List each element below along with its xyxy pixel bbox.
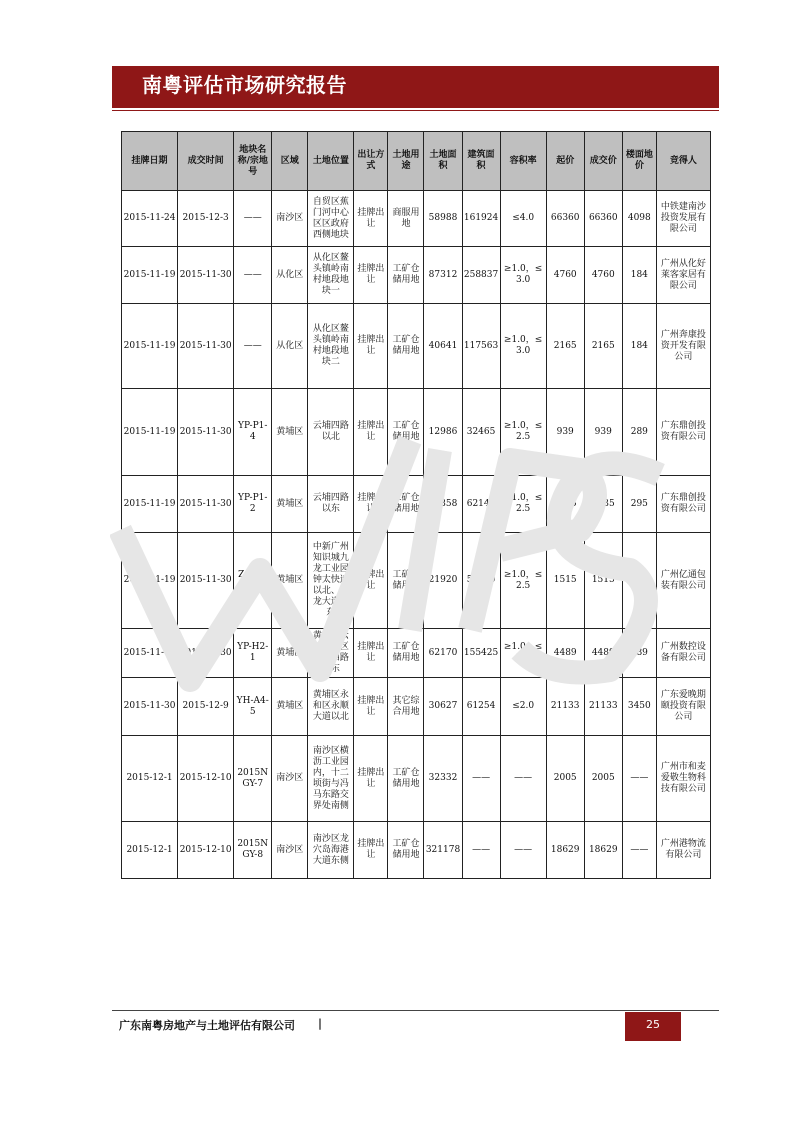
table-cell: 2015-11-30 (178, 247, 234, 304)
table-cell: 广州数控设备有限公司 (656, 629, 710, 678)
table-cell: 289 (622, 629, 656, 678)
table-cell: 30627 (424, 678, 462, 736)
table-cell: 1515 (546, 533, 584, 629)
table-row (122, 389, 711, 476)
table-cell: 4489 (584, 629, 622, 678)
table-cell: 2015-12-1 (122, 736, 178, 822)
table-cell: 21133 (546, 678, 584, 736)
table-cell: 广州奔康投资开发有限公司 (656, 304, 710, 389)
table-cell: 挂牌出让 (354, 678, 388, 736)
table-cell: 中新广州知识城九龙工业园钟太快速以北、九龙大道以东 (308, 533, 354, 629)
table-cell: 117563 (462, 304, 500, 389)
table-cell: 58988 (424, 191, 462, 247)
table-cell: 从化区 (272, 304, 308, 389)
table-cell: 广东爱晚期颐投资有限公司 (656, 678, 710, 736)
table-cell: 广州亿通包装有限公司 (656, 533, 710, 629)
table-cell: 2015-12-10 (178, 736, 234, 822)
table-cell: 1835 (584, 476, 622, 533)
table-cell: —— (234, 191, 272, 247)
table-cell: 挂牌出让 (354, 476, 388, 533)
table-cell: 南沙区 (272, 736, 308, 822)
table-cell: 258837 (462, 247, 500, 304)
table-cell: 2015-12-10 (178, 822, 234, 879)
table-cell: 南沙区 (272, 191, 308, 247)
table-cell: 87312 (424, 247, 462, 304)
table-cell: 2015-12-9 (178, 678, 234, 736)
table-cell: 1515 (584, 533, 622, 629)
table-cell: 工矿仓储用地 (388, 736, 424, 822)
land-transaction-table (121, 131, 711, 879)
footer-company: 广东南粤房地产与土地评估有限公司 (119, 1019, 295, 1032)
table-cell: 2015-12-1 (122, 822, 178, 879)
table-cell: 2015-11-19 (122, 476, 178, 533)
table-cell: 184 (622, 304, 656, 389)
table-cell: 2165 (546, 304, 584, 389)
column-header: 起价 (546, 132, 584, 191)
table-cell: 黄埔区 (272, 476, 308, 533)
table-cell: ≤2.0 (500, 678, 546, 736)
table-cell: 挂牌出让 (354, 191, 388, 247)
table-row (122, 736, 711, 822)
table-cell: —— (500, 822, 546, 879)
table-cell: 挂牌出让 (354, 533, 388, 629)
table-cell: 32332 (424, 736, 462, 822)
table-cell: 2015-11-30 (122, 678, 178, 736)
column-header: 成交时间 (178, 132, 234, 191)
table-cell: 184 (622, 247, 656, 304)
table-cell: 广州港物流有限公司 (656, 822, 710, 879)
table-cell: 2015-11-19 (122, 389, 178, 476)
table-cell: 广州市和麦爱敬生物科技有限公司 (656, 736, 710, 822)
table-cell: 黄埔区 (272, 629, 308, 678)
table-cell: 4098 (622, 191, 656, 247)
table-cell: 2015-11-30 (178, 304, 234, 389)
table-cell: 24858 (424, 476, 462, 533)
footer-rule (112, 1010, 719, 1011)
table-cell: 289 (622, 389, 656, 476)
table-cell: 2015-11-19 (122, 533, 178, 629)
table-cell: —— (234, 304, 272, 389)
table-cell: 21133 (584, 678, 622, 736)
table-cell: 工矿仓储用地 (388, 389, 424, 476)
table-cell: ≥1.0，≤2.5 (500, 389, 546, 476)
table-cell: 自贸区蕉门河中心区区政府西侧地块 (308, 191, 354, 247)
table-cell: 321178 (424, 822, 462, 879)
table-row (122, 304, 711, 389)
table-cell: 62145 (462, 476, 500, 533)
table-row (122, 822, 711, 879)
table-cell: 62170 (424, 629, 462, 678)
table-header-row (122, 132, 711, 191)
column-header: 出让方式 (354, 132, 388, 191)
table-cell: 工矿仓储用地 (388, 533, 424, 629)
table-cell: —— (462, 736, 500, 822)
table-cell: ≥1.0，≤2.5 (500, 533, 546, 629)
table-cell: 其它综合用地 (388, 678, 424, 736)
table-cell: —— (500, 736, 546, 822)
table-cell: 2015NGY-7 (234, 736, 272, 822)
table-cell: YP-H2-1 (234, 629, 272, 678)
column-header: 区域 (272, 132, 308, 191)
table-cell: 黄埔区永和区永顺大道以北 (308, 678, 354, 736)
table-cell: 商服用地 (388, 191, 424, 247)
table-cell: ≥1.0，≤3.0 (500, 247, 546, 304)
table-cell: ZSCB-A4-1 (234, 533, 272, 629)
table-cell: 2165 (584, 304, 622, 389)
table-cell: 工矿仓储用地 (388, 476, 424, 533)
table-cell: 工矿仓储用地 (388, 822, 424, 879)
table-cell: 1835 (546, 476, 584, 533)
table-cell: 66360 (546, 191, 584, 247)
table-cell: 广州从化好莱客家居有限公司 (656, 247, 710, 304)
table-cell: 2015-11-30 (178, 629, 234, 678)
table-cell: 从化区鳌头镇岭南村地段地块一 (308, 247, 354, 304)
table-cell: 2015NGY-8 (234, 822, 272, 879)
table-cell: 南沙区 (272, 822, 308, 879)
table-cell: 工矿仓储用地 (388, 247, 424, 304)
table-cell: 黄埔区 (272, 678, 308, 736)
table-row (122, 191, 711, 247)
table-cell: 2005 (546, 736, 584, 822)
table-cell: 18629 (546, 822, 584, 879)
table-cell: 广东鼎创投资有限公司 (656, 389, 710, 476)
table-cell: 939 (584, 389, 622, 476)
table-cell: 939 (546, 389, 584, 476)
table-cell: 2015-11-30 (178, 533, 234, 629)
table-cell: 挂牌出让 (354, 389, 388, 476)
table-cell: 276 (622, 533, 656, 629)
table-cell: —— (234, 247, 272, 304)
table-cell: 21920 (424, 533, 462, 629)
table-cell: 挂牌出让 (354, 304, 388, 389)
table-cell: 4489 (546, 629, 584, 678)
table-cell: 2005 (584, 736, 622, 822)
column-header: 建筑面积 (462, 132, 500, 191)
table-cell: 12986 (424, 389, 462, 476)
page-number: 25 (625, 1012, 681, 1041)
table-cell: 挂牌出让 (354, 736, 388, 822)
table-cell: 2015-11-19 (122, 247, 178, 304)
column-header: 土地用途 (388, 132, 424, 191)
table-cell: 广东鼎创投资有限公司 (656, 476, 710, 533)
table-cell: 云埔四路以北 (308, 389, 354, 476)
table-cell: 黄埔区 (272, 389, 308, 476)
table-row (122, 247, 711, 304)
table-cell: 2015-12-3 (178, 191, 234, 247)
table-cell: 295 (622, 476, 656, 533)
table-cell: YP-P1-4 (234, 389, 272, 476)
table-cell: 从化区鳌头镇岭南村地段地块二 (308, 304, 354, 389)
table-cell: 61254 (462, 678, 500, 736)
table-cell: 挂牌出让 (354, 822, 388, 879)
table-row (122, 533, 711, 629)
table-cell: 66360 (584, 191, 622, 247)
table-cell: 从化区 (272, 247, 308, 304)
column-header: 土地面积 (424, 132, 462, 191)
table-cell: YH-A4-5 (234, 678, 272, 736)
table-cell: 18629 (584, 822, 622, 879)
table-cell: 2015-11-30 (178, 389, 234, 476)
table-row (122, 678, 711, 736)
table-cell: —— (622, 822, 656, 879)
table-row (122, 629, 711, 678)
table-cell: 2015-11-24 (122, 191, 178, 247)
table-cell: 3450 (622, 678, 656, 736)
table-cell: 南沙区横沥工业园内，十二顷街与冯马东路交界处南侧 (308, 736, 354, 822)
table-cell: 云埔四路以东 (308, 476, 354, 533)
table-cell: 2015-11-19 (122, 304, 178, 389)
header-rule (112, 110, 719, 111)
table-cell: 中铁建南沙投资发展有限公司 (656, 191, 710, 247)
table-cell: 4760 (546, 247, 584, 304)
report-title: 南粤评估市场研究报告 (142, 73, 347, 97)
table-cell: 工矿仓储用地 (388, 629, 424, 678)
table-cell: 54800 (462, 533, 500, 629)
column-header: 竞得人 (656, 132, 710, 191)
table-cell: 4760 (584, 247, 622, 304)
table-cell: 黄埔区 (272, 533, 308, 629)
table-cell: 黄埔区云埔工业区云埔四路以东 (308, 629, 354, 678)
table-cell: —— (462, 822, 500, 879)
column-header: 成交价 (584, 132, 622, 191)
table-cell: ≤4.0 (500, 191, 546, 247)
table-cell: YP-P1-2 (234, 476, 272, 533)
table-cell: 挂牌出让 (354, 247, 388, 304)
table-cell: ≥1.0，≤2.5 (500, 476, 546, 533)
table-cell: 161924 (462, 191, 500, 247)
table-cell: 南沙区龙穴岛海港大道东侧 (308, 822, 354, 879)
table-cell: 32465 (462, 389, 500, 476)
table-cell: —— (622, 736, 656, 822)
table-cell: 2015-11-30 (178, 476, 234, 533)
table-cell: 40641 (424, 304, 462, 389)
table-row (122, 476, 711, 533)
column-header: 土地位置 (308, 132, 354, 191)
table-cell: 工矿仓储用地 (388, 304, 424, 389)
table-cell: ≥1.0，≤3.0 (500, 304, 546, 389)
column-header: 挂牌日期 (122, 132, 178, 191)
table-cell: 2015-11-19 (122, 629, 178, 678)
column-header: 地块名称/宗地号 (234, 132, 272, 191)
table-cell: 挂牌出让 (354, 629, 388, 678)
table-cell: ≥1.0，≤2.5 (500, 629, 546, 678)
table-cell: 155425 (462, 629, 500, 678)
column-header: 楼面地价 (622, 132, 656, 191)
column-header: 容积率 (500, 132, 546, 191)
footer-separator: | (318, 1017, 323, 1030)
